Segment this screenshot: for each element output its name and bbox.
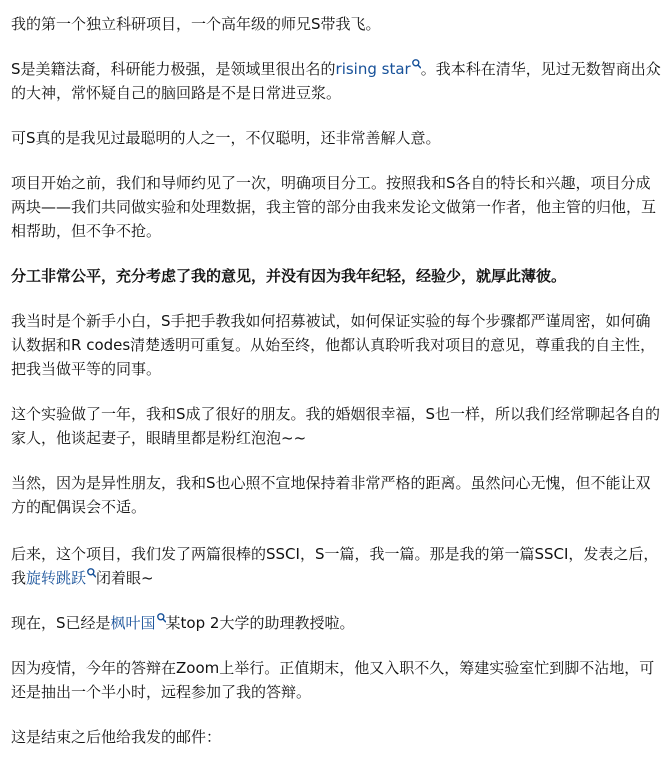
paragraph-2 [11,57,663,105]
paragraph-text: 项目开始之前，我们和导师约见了一次，明确项目分工。按照我和S各自的特长和兴趣，项目分成两块——我们共同做实验和处理数据，我主管的部分由我来发论文做第一作者，他主管的归他，互相帮助，但不争不抢。 [11,174,657,240]
paragraph-text: S是美籍法裔，科研能力极强，是领域里很出名的 [11,60,336,78]
link-text: rising star [335,60,411,78]
paragraph-4 [11,171,663,243]
paragraph-text: 我当时是个新手小白，S手把手教我如何招募被试，如何保证实验的每个步骤都严谨周密，如何确认数据和R codes清楚透明可重复。从始至终，他都认真聆听我对项目的意见，尊重我的自主性，把我当做平等的同事。 [11,312,656,378]
search-icon [157,613,166,624]
paragraph-5-bold [11,264,663,288]
link-text: 旋转跳跃 [26,569,87,587]
search-link-maple-country[interactable] [111,614,166,632]
paragraph-12 [11,725,663,749]
search-icon [412,59,421,70]
paragraph-text: 当然，因为是异性朋友，我和S也心照不宣地保持着非常严格的距离。虽然问心无愧，但不能让双方的配偶误会不适。 [11,474,651,516]
search-link-spin-jump[interactable] [26,569,96,587]
paragraph-text: 这个实验做了一年，我和S成了很好的朋友。我的婚姻很幸福，S也一样，所以我们经常聊起各自的家人，他谈起妻子，眼睛里都是粉红泡泡~~ [11,405,661,447]
search-icon [87,568,96,579]
paragraph-text: 这是结束之后他给我发的邮件： [11,728,222,746]
paragraph-text: 可S真的是我见过最聪明的人之一，不仅聪明，还非常善解人意。 [11,129,441,147]
paragraph-3 [11,126,663,150]
search-link-rising-star[interactable] [336,60,421,78]
paragraph-text: 分工非常公平，充分考虑了我的意见，并没有因为我年纪轻，经验少，就厚此薄彼。 [11,267,567,285]
link-text: 枫叶国 [110,614,156,632]
paragraph-text: 因为疫情，今年的答辩在Zoom上举行。正值期末，他又入职不久，筹建实验室忙到脚不沾地，可还是抽出一个半小时，远程参加了我的答辩。 [11,659,655,701]
paragraph-text: 后来，这个项目，我们发了两篇很棒的SSCI，S一篇，我一篇。那是我的第一篇SSCI，发表之后，我 [11,545,659,587]
paragraph-6 [11,309,663,381]
paragraph-7 [11,402,663,450]
paragraph-8 [11,471,663,519]
paragraph-text: 某top 2大学的助理教授啦。 [165,614,355,632]
paragraph-11 [11,656,663,704]
paragraph-10 [11,611,663,635]
paragraph-text: 。我本科在清华，见过无数智商出众的大神，常怀疑自己的脑回路是不是日常进豆浆。 [11,60,661,102]
paragraph-text: 现在，S已经是 [11,614,111,632]
paragraph-text: 我的第一个独立科研项目，一个高年级的师兄S带我飞。 [11,15,381,33]
paragraph-1 [11,12,663,36]
paragraph-9 [11,542,663,590]
paragraph-text: 闭着眼~ [96,569,154,587]
